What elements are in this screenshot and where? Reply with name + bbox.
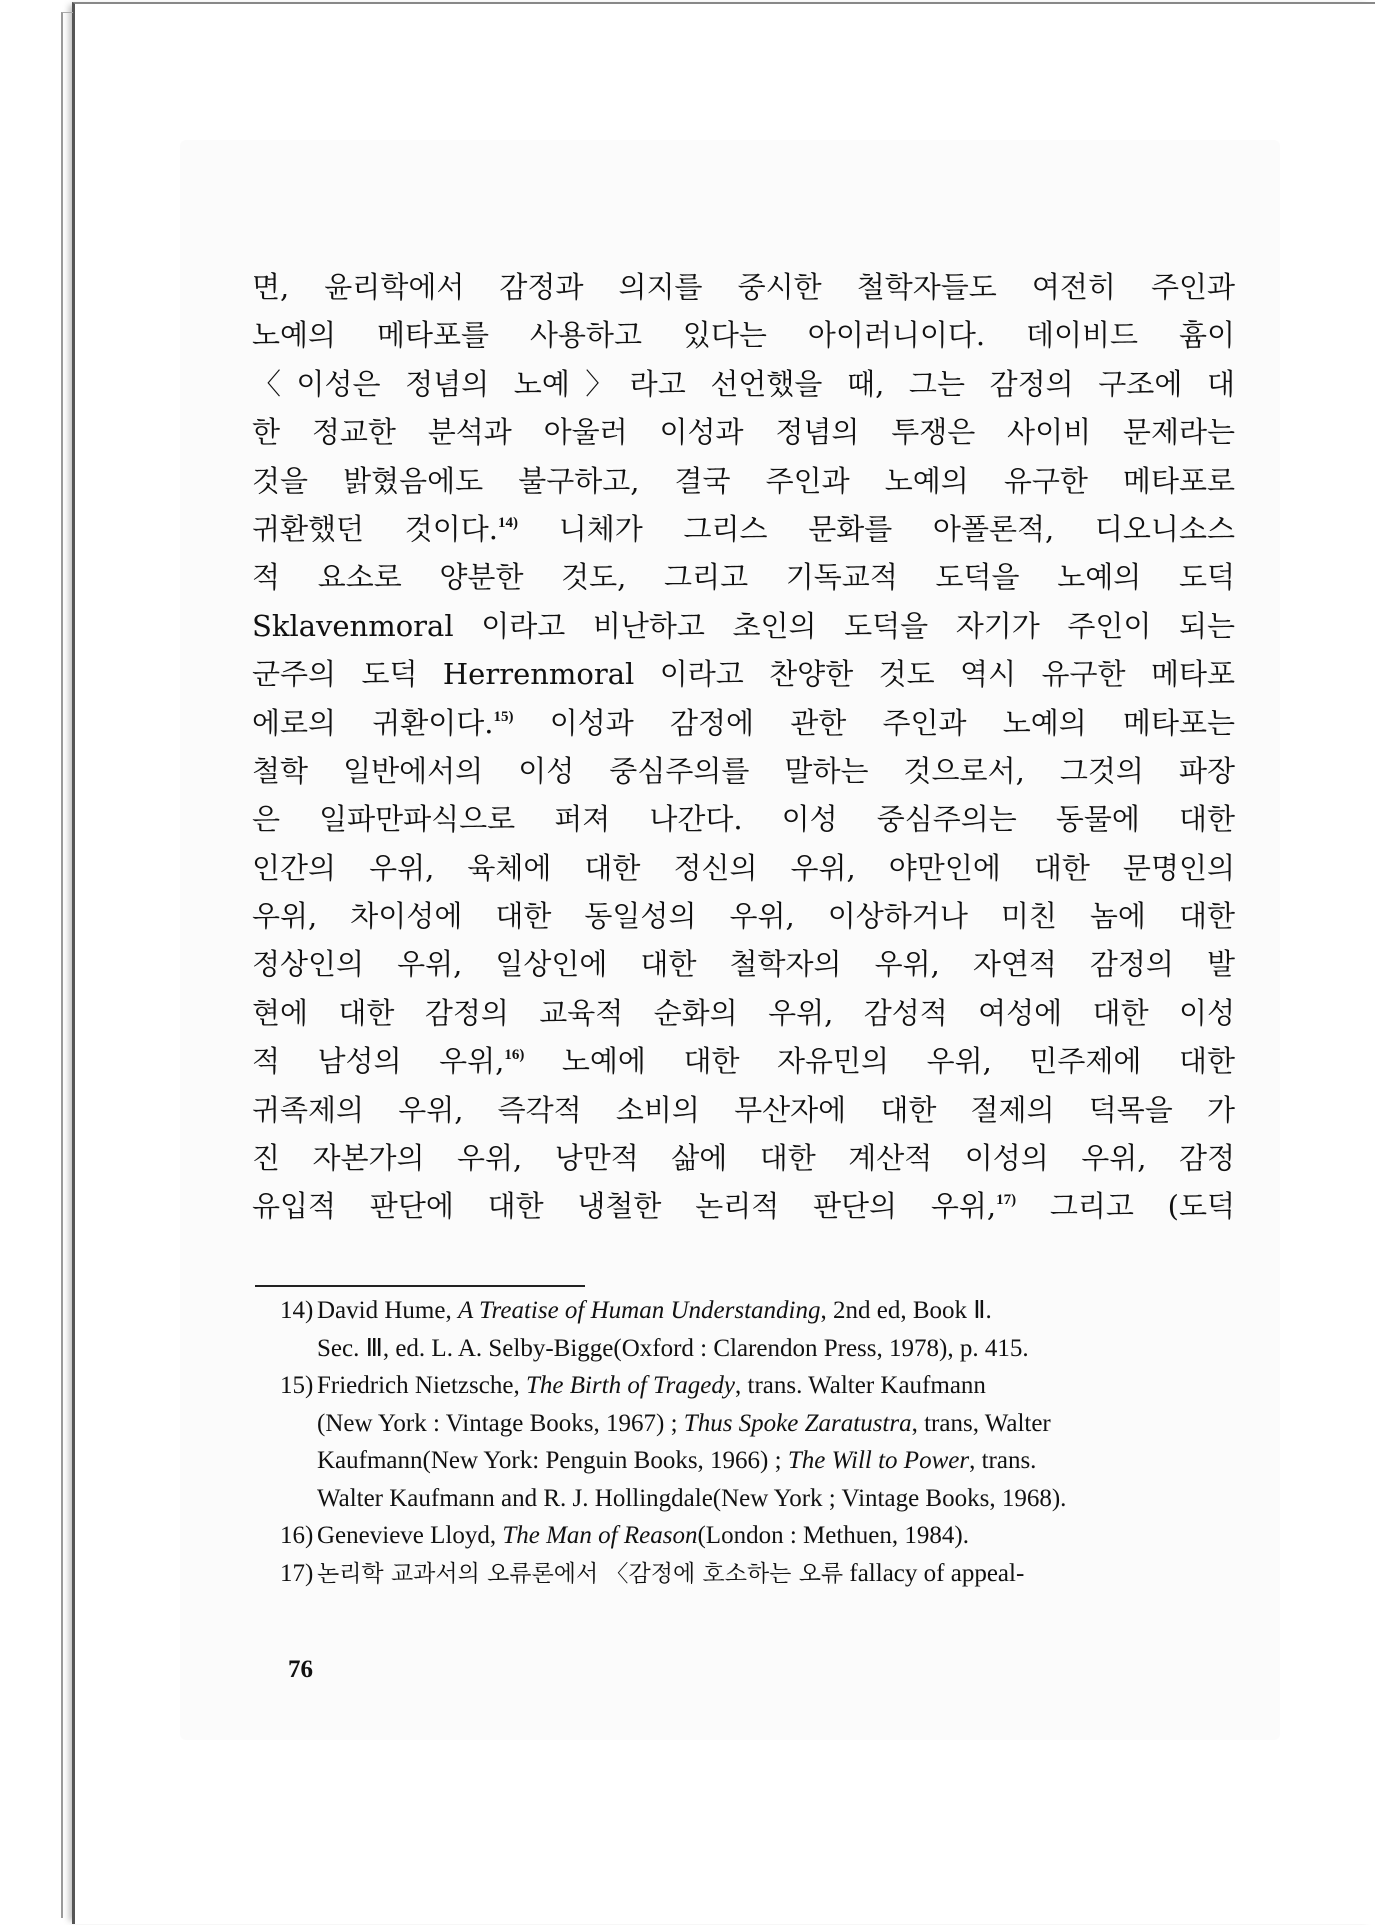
book-title: The Man of Reason xyxy=(502,1522,698,1549)
text-segment: 그리고 (도덕 xyxy=(1049,1189,1235,1224)
text-segment: Kaufmann(New York: Penguin Books, 1966) ; xyxy=(317,1447,788,1474)
text-segment: 논리학 교과서의 오류론에서 〈감정에 호소하는 오류 xyxy=(317,1560,844,1587)
text-segment: , 2nd ed, Book Ⅱ. xyxy=(820,1297,992,1324)
text-line: 〈이성은 정념의 노예〉라고 선언했을 때, 그는 감정의 구조에 대 xyxy=(252,366,1235,401)
text-line: 인간의 우위, 육체에 대한 정신의 우위, 야만인에 대한 문명인의 xyxy=(252,850,1235,885)
page-number: 76 xyxy=(288,1656,313,1683)
book-title: The Birth of Tragedy xyxy=(525,1372,735,1399)
text-line: 현에 대한 감정의 교육적 순화의 우위, 감성적 여성에 대한 이성 xyxy=(252,995,1235,1030)
footnote-line xyxy=(317,1517,1237,1555)
footnote-number: 14) xyxy=(280,1297,314,1324)
text-segment: , trans. xyxy=(969,1447,1037,1474)
footnote-line xyxy=(317,1367,1237,1405)
footnote-line xyxy=(317,1555,1237,1594)
text-line: 면, 윤리학에서 감정과 의지를 중시한 철학자들도 여전히 주인과 xyxy=(252,270,1235,304)
footnote-number: 16) xyxy=(280,1522,314,1549)
text-segment: , trans. Walter Kaufmann xyxy=(735,1372,986,1399)
text-line: 우위, 차이성에 대한 동일성의 우위, 이상하거나 미친 놈에 대한 xyxy=(252,899,1235,934)
text-line: Sklavenmoral 이라고 비난하고 초인의 도덕을 자기가 주인이 되는 xyxy=(252,608,1235,643)
footnote-ref-14: 14) xyxy=(498,514,519,531)
text-line: 은 일파만파식으로 퍼져 나간다. 이성 중심주의는 동물에 대한 xyxy=(252,802,1235,837)
text-line xyxy=(252,1182,1235,1230)
footnote-divider xyxy=(255,1285,585,1287)
text-line: 정상인의 우위, 일상인에 대한 철학자의 우위, 자연적 감정의 발 xyxy=(252,947,1235,982)
footnotes xyxy=(282,1292,1237,1593)
text-segment: 노예에 대한 자유민의 우위, 민주제에 대한 xyxy=(561,1044,1235,1079)
text-segment: 에로의 귀환이다. xyxy=(252,705,494,740)
footnote-14 xyxy=(282,1292,1237,1367)
text-segment: (New York : Vintage Books, 1967) ; xyxy=(317,1409,684,1437)
text-segment: Friedrich Nietzsche, xyxy=(317,1372,526,1399)
footnote-line xyxy=(317,1405,1237,1443)
footnote-line xyxy=(317,1442,1237,1480)
text-segment: 귀환했던 것이다. xyxy=(252,511,499,546)
text-segment: David Hume, xyxy=(317,1297,458,1324)
footnote-number: 15) xyxy=(280,1372,314,1399)
text-line: 귀족제의 우위, 즉각적 소비의 무산자에 대한 절제의 덕목을 가 xyxy=(252,1092,1235,1127)
text-line: 노예의 메타포를 사용하고 있다는 아이러니이다. 데이비드 흄이 xyxy=(252,318,1235,353)
footnote-ref-15: 15) xyxy=(493,708,514,725)
text-line: 진 자본가의 우위, 낭만적 삶에 대한 계산적 이성의 우위, 감정 xyxy=(252,1141,1235,1176)
text-line xyxy=(252,1037,1235,1085)
text-line: 것을 밝혔음에도 불구하고, 결국 주인과 노예의 유구한 메타포로 xyxy=(252,463,1235,498)
text-line xyxy=(252,699,1235,747)
footnote-number: 17) xyxy=(280,1559,314,1587)
text-segment: 적 남성의 우위, xyxy=(252,1044,505,1079)
text-line: 철학 일반에서의 이성 중심주의를 말하는 것으로서, 그것의 파장 xyxy=(252,753,1235,788)
text-line: 군주의 도덕 Herrenmoral 이라고 찬양한 것도 역시 유구한 메타포 xyxy=(252,657,1235,692)
text-segment: fallacy of appeal- xyxy=(843,1559,1025,1587)
footnote-ref-17: 17) xyxy=(996,1192,1017,1209)
text-line: 적 요소로 양분한 것도, 그리고 기독교적 도덕을 노예의 도덕 xyxy=(252,560,1235,595)
text-line xyxy=(252,505,1235,553)
text-segment: 니체가 그리스 문화를 아폴론적, 디오니소스 xyxy=(558,511,1235,546)
text-segment: 이성과 감정에 관한 주인과 노예의 메타포는 xyxy=(549,705,1235,740)
body-text xyxy=(252,263,1235,1231)
text-segment: 유입적 판단에 대한 냉철한 논리적 판단의 우위, xyxy=(252,1189,997,1224)
text-segment: Genevieve Lloyd, xyxy=(317,1522,503,1549)
book-title: Thus Spoke Zaratustra xyxy=(683,1409,912,1437)
book-title: The Will to Power xyxy=(787,1447,970,1474)
text-segment: , trans, Walter xyxy=(911,1409,1051,1437)
text-line: 한 정교한 분석과 아울러 이성과 정념의 투쟁은 사이비 문제라는 xyxy=(252,415,1235,450)
footnote-ref-16: 16) xyxy=(504,1047,525,1064)
footnote-line xyxy=(317,1292,1237,1330)
footnote-15 xyxy=(282,1367,1237,1517)
footnote-line: Sec. Ⅲ, ed. L. A. Selby-Bigge(Oxford : Clarendon Press, 1978), p. 415. xyxy=(317,1334,1029,1362)
text-segment: (London : Methuen, 1984). xyxy=(697,1522,969,1549)
footnote-16 xyxy=(282,1517,1237,1555)
book-title: A Treatise of Human Understanding xyxy=(457,1297,821,1324)
footnote-17 xyxy=(282,1555,1237,1594)
footnote-line: Walter Kaufmann and R. J. Hollingdale(New York ; Vintage Books, 1968). xyxy=(317,1484,1067,1512)
